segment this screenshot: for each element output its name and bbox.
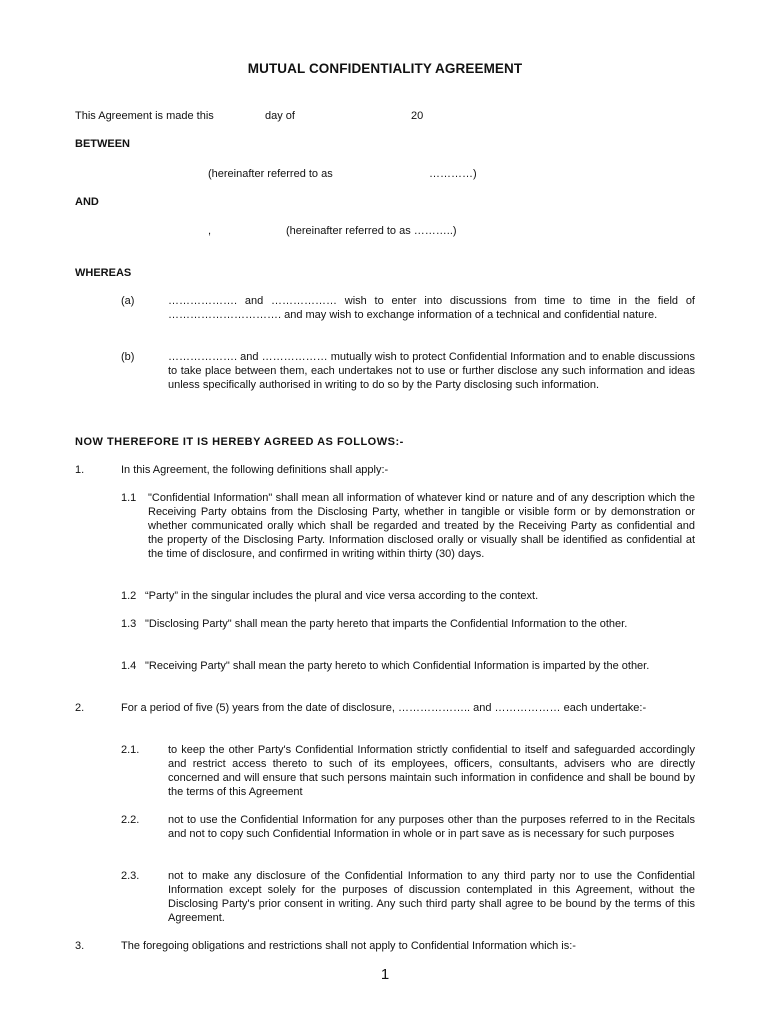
subclause-number: 1.4 [121, 660, 137, 672]
clause-number: 2. [75, 702, 85, 714]
intro-year: 20 [411, 110, 424, 122]
clause-text: For a period of five (5) years from the date of disclosure, ……………….. and ……………… each undertake:- [121, 702, 647, 714]
party1-referred: (hereinafter referred to as [208, 168, 333, 180]
subclause-number: 2.2. [121, 814, 140, 826]
party2-referred: (hereinafter referred to as ………..) [286, 225, 457, 237]
subclause-text: "Receiving Party" shall mean the party hereto to which Confidential Information is imparted by the other. [145, 660, 650, 672]
clause-number: 1. [75, 464, 85, 476]
subclause-number: 1.2 [121, 590, 137, 602]
subclause-text: "Confidential Information" shall mean all information of whatever kind or nature and of any description which the Receiving Party obtains from the Disclosing Party, whether in tangible or visible form or by demonstration or whether communicated orally which shall be regarded and treated by the Receiving Party as confidential and the property of the Disclosing Party. Information disclosed orally or visually shall be identified as confidential at the time of disclosure, and confirmed in writing within thirty (30) days. [148, 492, 695, 560]
clause-number: 3. [75, 940, 85, 952]
intro-day-of: day of [265, 110, 295, 122]
subclause-text: "Disclosing Party" shall mean the party hereto that imparts the Confidential Information to the other. [145, 618, 628, 630]
recital-text: ………………. and ……………… mutually wish to protect Confidential Information and to enable discussions to take place between them, each undertakes not to use or further disclose any such information and ideas unless specifically authorised in writing to do so by the Party disclosing such information. [168, 351, 695, 391]
party1-placeholder: …………) [429, 168, 477, 180]
recital-label: (b) [121, 351, 135, 363]
subclause-number: 2.3. [121, 870, 140, 882]
clause-text: In this Agreement, the following definitions shall apply:- [121, 464, 389, 476]
between-heading: BETWEEN [75, 138, 130, 150]
clause-text: The foregoing obligations and restrictions shall not apply to Confidential Information which is:- [121, 940, 576, 952]
subclause-text: “Party” in the singular includes the plural and vice versa according to the context. [145, 590, 539, 602]
subclause-number: 1.1 [121, 492, 137, 504]
intro-text: This Agreement is made this [75, 110, 214, 122]
and-heading: AND [75, 196, 99, 208]
subclause-number: 1.3 [121, 618, 137, 630]
subclause-text: not to make any disclosure of the Confidential Information to any third party nor to use the Confidential Information except solely for the purposes of discussion contemplated in this Agreement, without the Disclosing Party's prior consent in writing. Any such third party shall agree to be bound by the terms of this Agreement. [168, 870, 695, 924]
party2-comma: , [208, 225, 212, 237]
recital-text: ………………. and ……………… wish to enter into discussions from time to time in the field of …………………………. and may wish to exchange information of a technical and confidential nature. [168, 295, 695, 321]
subclause-number: 2.1. [121, 744, 140, 756]
recital-label: (a) [121, 295, 135, 307]
subclause-text: not to use the Confidential Information for any purposes other than the purposes referred to in the Recitals and not to copy such Confidential Information in whole or in part save as is necessary for such purposes [168, 814, 695, 840]
page-number: 1 [380, 966, 390, 983]
subclause-text: to keep the other Party's Confidential Information strictly confidential to itself and safeguarded accordingly and restrict access thereto to such of its employees, officers, consultants, advisers who are directly concerned and will ensure that such persons maintain such information in confidence and shall be bound by the terms of this Agreement [168, 744, 695, 798]
document-title: MUTUAL CONFIDENTIALITY AGREEMENT [247, 61, 523, 76]
whereas-heading: WHEREAS [75, 267, 132, 279]
agreed-heading: NOW THEREFORE IT IS HEREBY AGREED AS FOLLOWS:- [75, 436, 404, 448]
